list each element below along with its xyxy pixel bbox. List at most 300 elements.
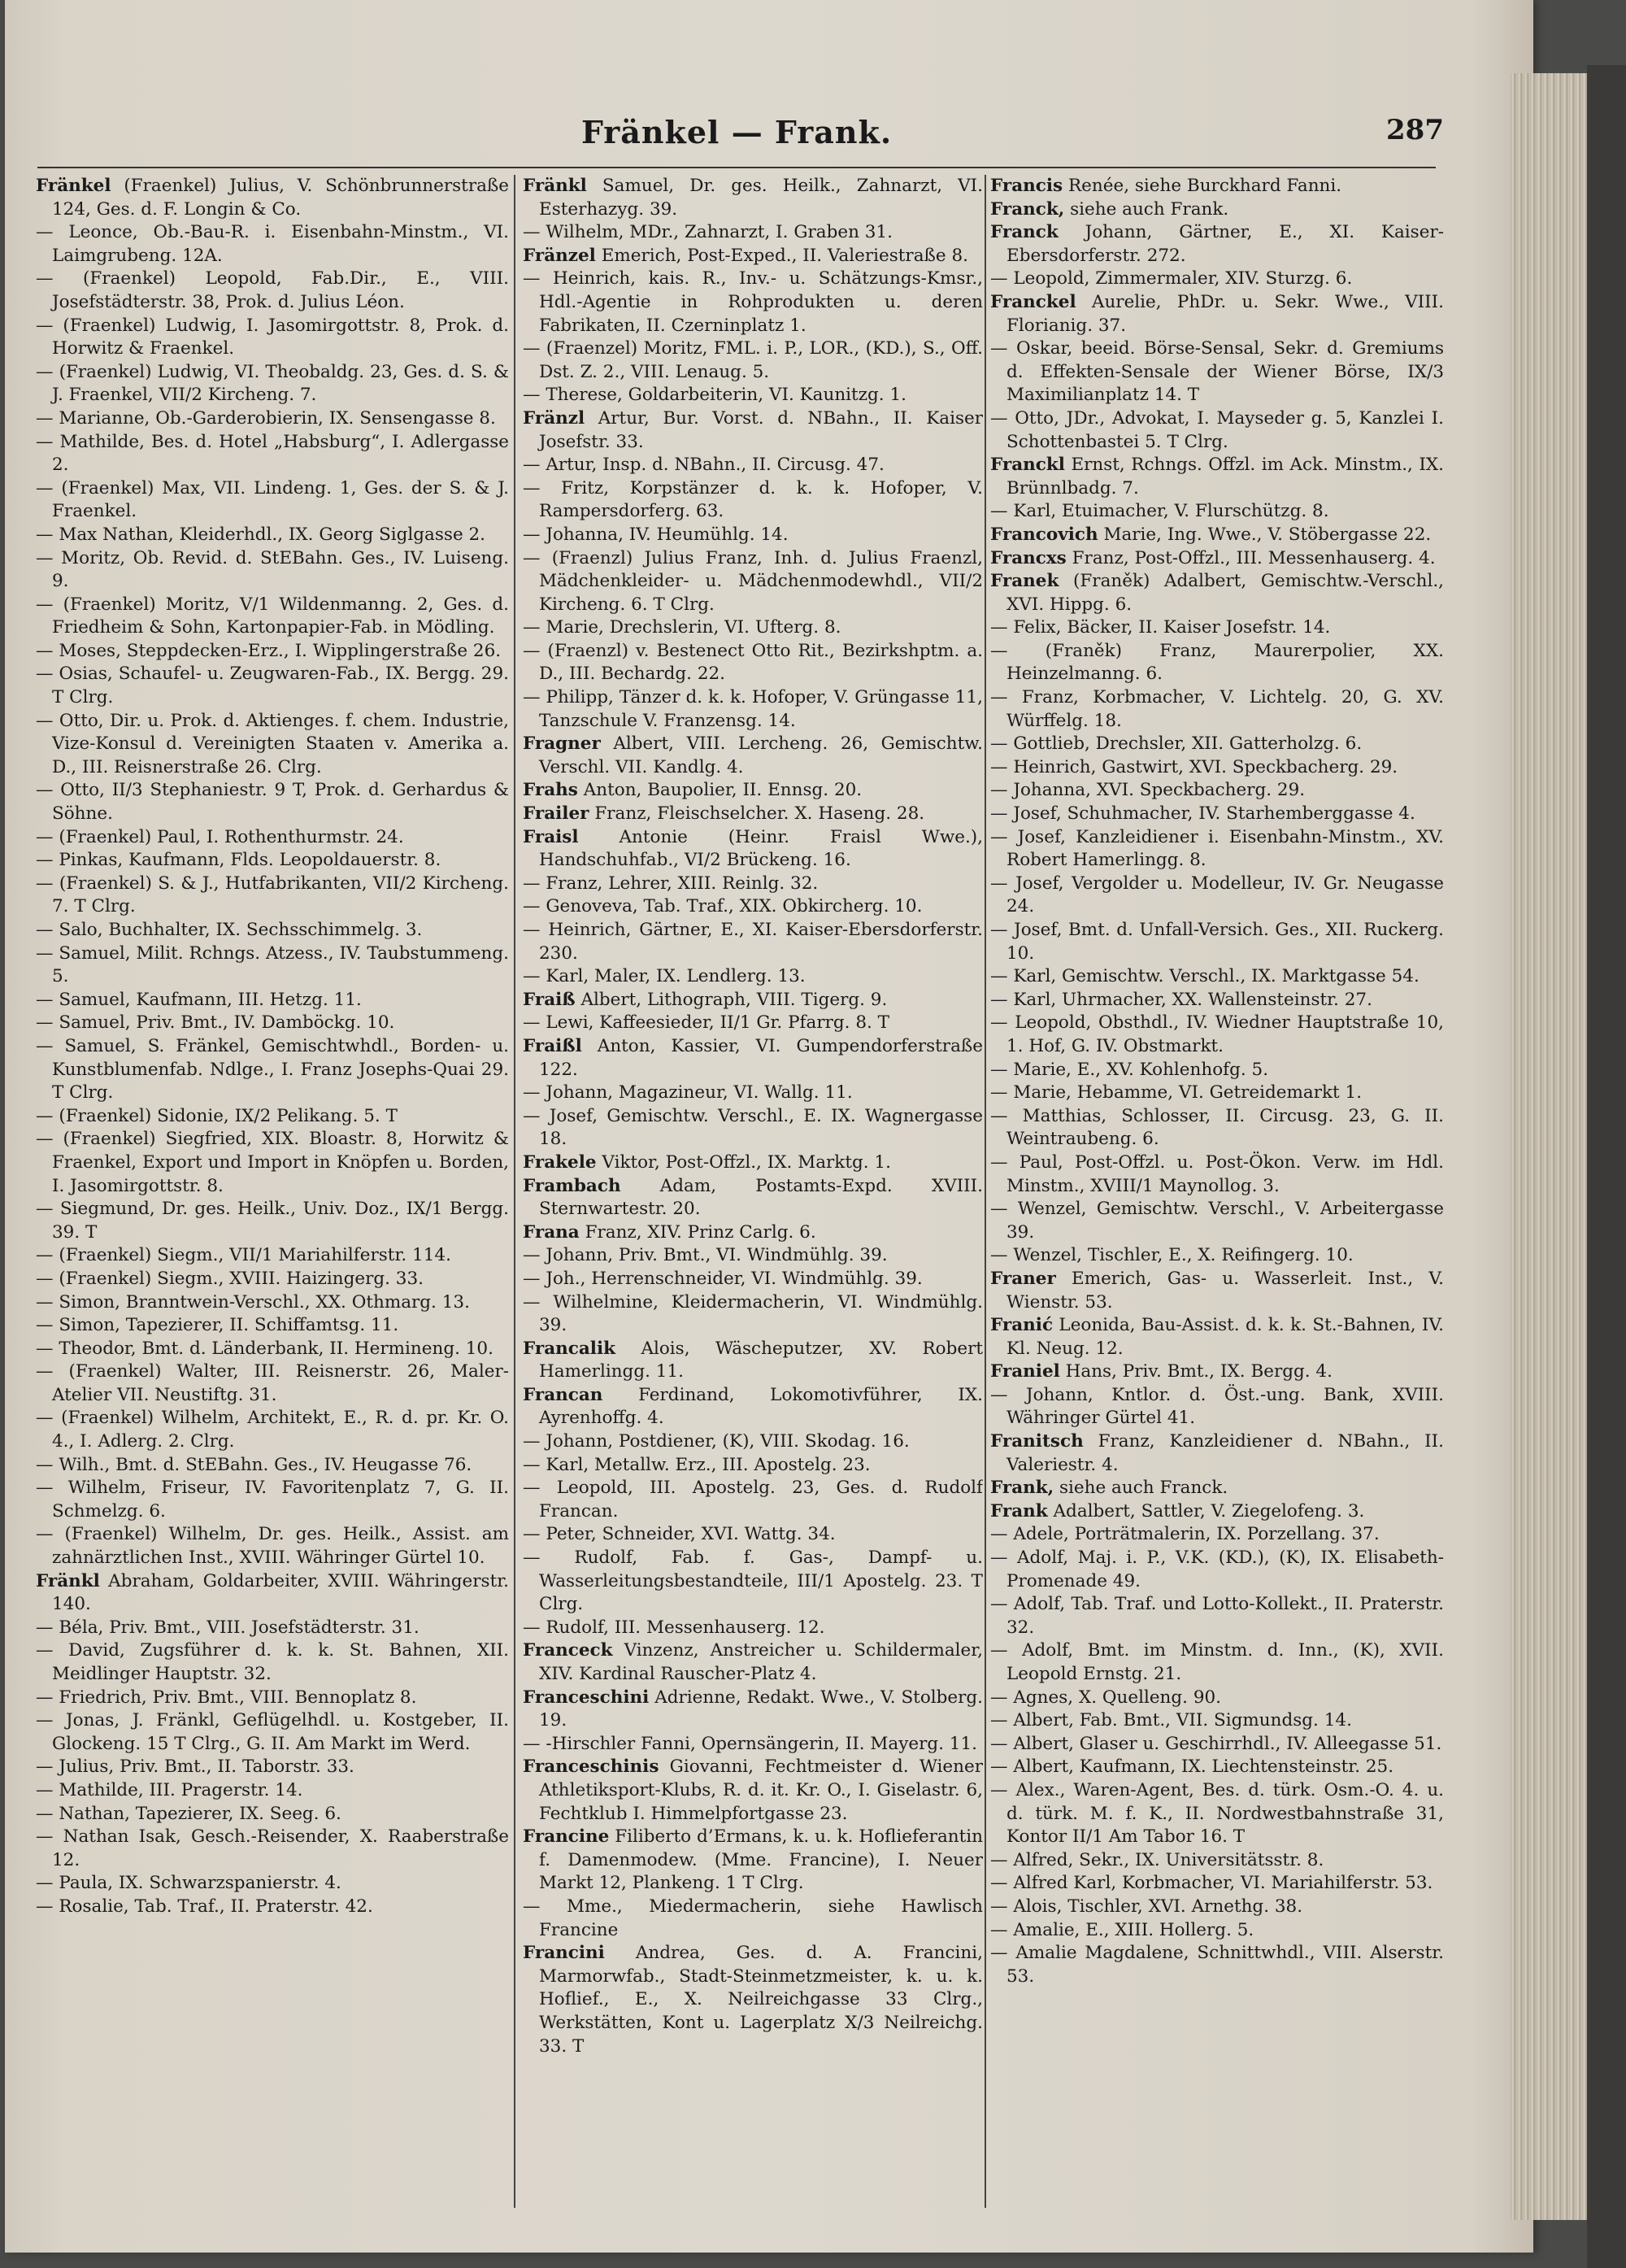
- directory-entry: [36, 315, 509, 361]
- entry-surname: Francan: [523, 1384, 603, 1405]
- entry-text: (Franěk) Adalbert, Gemischtw.-Verschl., XVI. Hippg. 6.: [1006, 571, 1444, 615]
- directory-entry: [990, 1384, 1444, 1430]
- entry-text: — Max Nathan, Kleiderhdl., IX. Georg Siglgasse 2.: [36, 524, 486, 545]
- directory-entry: [523, 1454, 983, 1478]
- entry-text: — Leopold, Zimmermaler, XIV. Sturzg. 6.: [990, 268, 1353, 289]
- directory-entry: [36, 524, 509, 547]
- directory-entry: [523, 547, 983, 617]
- directory-entry: [36, 1709, 509, 1756]
- entry-text: — Nathan Isak, Gesch.-Reisender, X. Raaberstraße 12.: [36, 1826, 509, 1870]
- entry-surname: Francovich: [990, 524, 1098, 545]
- entry-text: — Karl, Metallw. Erz., III. Apostelg. 23.: [523, 1454, 871, 1475]
- entry-surname: Franić: [990, 1315, 1054, 1336]
- directory-entry: [990, 965, 1444, 989]
- directory-entry: [36, 1756, 509, 1779]
- directory-entry: [36, 1779, 509, 1803]
- directory-entry: [36, 1314, 509, 1338]
- directory-entry: [523, 1151, 983, 1175]
- entry-surname: Francini: [523, 1943, 605, 1964]
- directory-entry: [990, 500, 1444, 524]
- directory-entry: [523, 1268, 983, 1291]
- entry-text: — Jonas, J. Fränkl, Geflügelhdl. u. Kostgeber, II. Glockeng. 15 T Clrg., G. II. Am Markt im Werd.: [36, 1710, 509, 1754]
- entry-text: — Pinkas, Kaufmann, Flds. Leopoldauerstr. 8.: [36, 850, 441, 871]
- directory-entry: [990, 1477, 1444, 1500]
- entry-text: — Johann, Magazineur, VI. Wallg. 11.: [523, 1082, 853, 1104]
- directory-entry: [990, 221, 1444, 268]
- directory-entry: [36, 1617, 509, 1640]
- entry-text: — Samuel, Kaufmann, III. Hetzg. 11.: [36, 989, 362, 1010]
- entry-text: — Josef, Gemischtw. Verschl., E. IX. Wagnergasse 18.: [523, 1105, 983, 1150]
- directory-entry: [523, 1477, 983, 1523]
- entry-text: — Johann, Priv. Bmt., VI. Windmühlg. 39.: [523, 1245, 888, 1266]
- directory-entry: [523, 616, 983, 640]
- directory-entry: [990, 1105, 1444, 1151]
- entry-text: — Mathilde, III. Pragerstr. 14.: [36, 1779, 303, 1800]
- entry-text: Hans, Priv. Bmt., IX. Bergg. 4.: [1065, 1361, 1333, 1382]
- entry-surname: Frank,: [990, 1478, 1054, 1499]
- directory-entry: [523, 1430, 983, 1454]
- entry-text: — (Fraenkel) Siegm., VII/1 Mariahilferstr. 114.: [36, 1245, 451, 1266]
- entry-text: — (Fraenkel) Wilhelm, Dr. ges. Heilk., Assist. am zahnärztlichen Inst., XVIII. Währinger Gürtel 10.: [36, 1524, 509, 1569]
- entry-text: — Rudolf, Fab. f. Gas-, Dampf- u. Wasserleitungsbestandteile, III/1 Apostelg. 23. T Clrg.: [523, 1548, 983, 1615]
- entry-text: Antonie (Heinr. Fraisl Wwe.), Handschuhfab., VI/2 Brückeng. 16.: [539, 826, 983, 871]
- directory-entry: [990, 1639, 1444, 1686]
- directory-entry: [523, 1896, 983, 1942]
- directory-entry: [523, 1617, 983, 1640]
- directory-entry: [523, 337, 983, 384]
- directory-entry: [523, 1291, 983, 1338]
- entry-surname: Frank: [990, 1500, 1048, 1521]
- entry-text: — Mathilde, Bes. d. Hotel „Habsburg“, I. Adlergasse 2.: [36, 431, 509, 476]
- entry-text: — Karl, Uhrmacher, XX. Wallensteinstr. 27.: [990, 989, 1372, 1010]
- entry-text: — Wilh., Bmt. d. StEBahn. Ges., IV. Heugasse 76.: [36, 1454, 472, 1475]
- directory-page: [5, 0, 1533, 2253]
- entry-surname: Fragner: [523, 734, 601, 755]
- entry-surname: Franckl: [990, 455, 1065, 476]
- directory-entry: [990, 779, 1444, 803]
- column-1: [36, 175, 509, 2159]
- entry-text: — Adolf, Bmt. im Minstm. d. Inn., (K), XVII. Leopold Ernstg. 21.: [990, 1640, 1444, 1684]
- entry-text: Albert, Lithograph, VIII. Tigerg. 9.: [580, 989, 888, 1010]
- entry-text: — Siegmund, Dr. ges. Heilk., Univ. Doz., IX/1 Bergg. 39. T: [36, 1199, 509, 1243]
- directory-entry: [990, 1942, 1444, 1988]
- entry-text: Franz, XIV. Prinz Carlg. 6.: [585, 1221, 816, 1243]
- directory-entry: [990, 686, 1444, 733]
- directory-entry: [36, 1244, 509, 1268]
- directory-entry: [990, 803, 1444, 826]
- directory-entry: [36, 431, 509, 477]
- entry-surname: Franck: [990, 222, 1059, 243]
- entry-text: Emerich, Gas- u. Wasserleit. Inst., V. Wienstr. 53.: [1006, 1268, 1444, 1312]
- entry-text: — Therese, Goldarbeiterin, VI. Kaunitzg. 1.: [523, 385, 906, 406]
- entry-surname: Franceck: [523, 1640, 613, 1661]
- directory-entry: [990, 175, 1444, 198]
- entry-text: — Paula, IX. Schwarzspanierstr. 4.: [36, 1873, 341, 1894]
- entry-text: — Josef, Bmt. d. Unfall-Versich. Ges., XII. Ruckerg. 10.: [990, 920, 1444, 964]
- entry-text: — Wenzel, Tischler, E., X. Reifingerg. 10.: [990, 1245, 1354, 1266]
- directory-entry: [990, 1547, 1444, 1593]
- entry-text: — (Fraenkel) S. & J., Hutfabrikanten, VII/2 Kircheng. 7. T Clrg.: [36, 873, 509, 917]
- entry-text: — (Fraenzl) Julius Franz, Inh. d. Julius Fraenzl, Mädchenkleider- u. Mädchenmodewhdl., VII/2 Kircheng. 6. T Clrg.: [523, 547, 983, 615]
- directory-entry: [523, 175, 983, 221]
- entry-surname: Franitsch: [990, 1431, 1084, 1452]
- directory-entry: [36, 942, 509, 989]
- entry-text: — (Fraenkel) Walter, III. Reisnerstr. 26, Maler-Atelier VII. Neustiftg. 31.: [36, 1361, 509, 1405]
- directory-entry: [523, 221, 983, 245]
- book-shadow: [1587, 65, 1626, 2268]
- directory-entry: [990, 919, 1444, 965]
- directory-entry: [990, 616, 1444, 640]
- entry-text: Franz, Kanzleidiener d. NBahn., II. Valeriestr. 4.: [1006, 1431, 1444, 1475]
- directory-entry: [990, 733, 1444, 756]
- directory-entry: [36, 640, 509, 664]
- directory-entry: [523, 1012, 983, 1035]
- directory-entry: [990, 1059, 1444, 1082]
- entry-text: — Otto, Dir. u. Prok. d. Aktienges. f. chem. Industrie, Vize-Konsul d. Vereinigten Staaten v. Amerika a. D., III. Reisnerstraße 26. Clrg.: [36, 710, 509, 777]
- directory-entry: [36, 221, 509, 268]
- entry-text: — Albert, Kaufmann, IX. Liechtensteinstr. 25.: [990, 1757, 1394, 1778]
- directory-entry: [36, 919, 509, 942]
- entry-text: Anton, Kassier, VI. Gumpendorferstraße 122.: [539, 1035, 983, 1080]
- entry-text: — Samuel, S. Fränkel, Gemischtwhdl., Borden- u. Kunstblumenfab. Ndlge., I. Franz Josephs-Quai 29. T Clrg.: [36, 1035, 509, 1104]
- entry-text: Franz, Fleischselcher. X. Haseng. 28.: [594, 803, 925, 825]
- directory-entry: [990, 1314, 1444, 1360]
- directory-entry: [990, 1244, 1444, 1268]
- directory-entry: [990, 547, 1444, 571]
- entry-text: — Agnes, X. Quelleng. 90.: [990, 1687, 1222, 1708]
- entry-text: — Johann, Postdiener, (K), VIII. Skodag. 16.: [523, 1431, 910, 1452]
- entry-text: — Wilhelmine, Kleidermacherin, VI. Windmühlg. 39.: [523, 1291, 983, 1336]
- entry-text: — Felix, Bäcker, II. Kaiser Josefstr. 14.: [990, 617, 1331, 638]
- entry-text: — (Fraenkel) Ludwig, VI. Theobaldg. 23, Ges. d. S. & J. Fraenkel, VII/2 Kircheng. 7.: [36, 361, 509, 406]
- directory-entry: [523, 989, 983, 1012]
- entry-text: Vinzenz, Anstreicher u. Schildermaler, XIV. Kardinal Rauscher-Platz 4.: [539, 1640, 983, 1684]
- directory-entry: [523, 477, 983, 524]
- directory-entry: [523, 965, 983, 989]
- directory-entry: [36, 1454, 509, 1478]
- entry-text: siehe auch Franck.: [1059, 1478, 1228, 1499]
- directory-entry: [523, 407, 983, 454]
- entry-surname: Franceschinis: [523, 1757, 659, 1778]
- directory-entry: [36, 407, 509, 431]
- directory-entry: [523, 1687, 983, 1733]
- directory-entry: [523, 524, 983, 547]
- directory-entry: [523, 1639, 983, 1686]
- entry-text: — Matthias, Schlosser, II. Circusg. 23, G. II. Weintraubeng. 6.: [990, 1105, 1444, 1150]
- directory-entry: [523, 1756, 983, 1826]
- directory-entry: [990, 268, 1444, 291]
- entry-surname: Francalik: [523, 1338, 616, 1359]
- directory-entry: [990, 1151, 1444, 1198]
- entry-surname: Fraiß: [523, 989, 576, 1010]
- entry-text: — (Fraenkel) Siegfried, XIX. Bloastr. 8, Horwitz & Fraenkel, Export und Import in Knöpfen u. Borden, I. Jasomirgottstr. 8.: [36, 1129, 509, 1196]
- directory-entry: [990, 1268, 1444, 1314]
- entry-surname: Fränkl: [36, 1570, 100, 1591]
- entry-text: — (Franěk) Franz, Maurerpolier, XX. Heinzelmanng. 6.: [990, 640, 1444, 685]
- directory-entry: [523, 1826, 983, 1896]
- entry-text: — Johann, Kntlor. d. Öst.-ung. Bank, XVIII. Währinger Gürtel 41.: [990, 1384, 1444, 1429]
- entry-text: Samuel, Dr. ges. Heilk., Zahnarzt, VI. Esterhazyg. 39.: [539, 176, 983, 220]
- directory-entry: [990, 1919, 1444, 1943]
- entry-text: — Paul, Post-Offzl. u. Post-Ökon. Verw. im Hdl. Minstm., XVIII/1 Maynollog. 3.: [990, 1151, 1444, 1196]
- entry-surname: Francine: [523, 1826, 610, 1848]
- directory-entry: [36, 663, 509, 709]
- directory-entry: [36, 710, 509, 780]
- entry-surname: Francis: [990, 176, 1063, 196]
- directory-entry: [990, 1709, 1444, 1733]
- entry-text: — Lewi, Kaffeesieder, II/1 Gr. Pfarrg. 8. T: [523, 1012, 890, 1034]
- entry-text: — Franz, Lehrer, XIII. Reinlg. 32.: [523, 873, 819, 894]
- directory-entry: [36, 1291, 509, 1315]
- directory-entry: [523, 826, 983, 873]
- directory-entry: [36, 1639, 509, 1686]
- entry-text: — Adolf, Tab. Traf. und Lotto-Kollekt., II. Praterstr. 32.: [990, 1594, 1444, 1638]
- entry-text: — Alois, Tischler, XVI. Arnethg. 38.: [990, 1896, 1303, 1917]
- directory-entry: [523, 733, 983, 779]
- entry-text: — (Fraenkel) Paul, I. Rothenthurmstr. 24.: [36, 826, 404, 847]
- directory-entry: [990, 337, 1444, 407]
- entry-surname: Franceschini: [523, 1687, 650, 1708]
- header-rule: [37, 167, 1436, 168]
- directory-entry: [36, 826, 509, 850]
- directory-entry: [36, 1198, 509, 1244]
- entry-text: — (Fraenkel) Wilhelm, Architekt, E., R. d. pr. Kr. O. 4., I. Adlerg. 2. Clrg.: [36, 1408, 509, 1452]
- directory-entry: [523, 1547, 983, 1617]
- entry-surname: Franck,: [990, 198, 1065, 220]
- directory-entry: [523, 268, 983, 337]
- entry-surname: Franek: [990, 571, 1059, 592]
- entry-text: — Marianne, Ob.-Garderobierin, IX. Sensengasse 8.: [36, 407, 496, 429]
- entry-text: — Philipp, Tänzer d. k. k. Hofoper, V. Grüngasse 11, Tanzschule V. Franzensg. 14.: [523, 687, 983, 731]
- entry-text: Marie, Ing. Wwe., V. Stöbergasse 22.: [1103, 524, 1432, 545]
- entry-text: — Heinrich, Gastwirt, XVI. Speckbacherg. 29.: [990, 756, 1398, 777]
- directory-entry: [990, 407, 1444, 454]
- directory-entry: [523, 1221, 983, 1245]
- directory-entry: [36, 268, 509, 314]
- book-page-edges: [1511, 73, 1589, 2220]
- entry-text: Aurelie, PhDr. u. Sekr. Wwe., VIII. Florianig. 37.: [1006, 291, 1444, 336]
- directory-entry: [523, 640, 983, 686]
- column-2: [523, 175, 983, 2159]
- entry-text: — Amalie Magdalene, Schnittwhdl., VIII. Alserstr. 53.: [990, 1943, 1444, 1987]
- directory-entry: [523, 1105, 983, 1151]
- entry-text: — Adolf, Maj. i. P., V.K. (KD.), (K), IX. Elisabeth-Promenade 49.: [990, 1548, 1444, 1591]
- directory-entry: [990, 989, 1444, 1012]
- directory-entry: [36, 1012, 509, 1035]
- entry-text: — Josef, Kanzleidiener i. Eisenbahn-Minstm., XV. Robert Hamerlingg. 8.: [990, 826, 1444, 871]
- entry-text: — David, Zugsführer d. k. k. St. Bahnen, XII. Meidlinger Hauptstr. 32.: [36, 1640, 509, 1684]
- entry-text: Albert, VIII. Lercheng. 26, Gemischtw. Verschl. VII. Kandlg. 4.: [539, 734, 983, 777]
- directory-entry: [36, 1128, 509, 1198]
- directory-entry: [523, 1175, 983, 1221]
- entry-text: — Karl, Maler, IX. Lendlerg. 13.: [523, 966, 806, 987]
- directory-entry: [990, 524, 1444, 547]
- entry-text: — Heinrich, Gärtner, E., XI. Kaiser-Ebersdorferstr. 230.: [523, 920, 983, 964]
- entry-text: — Marie, Drechslerin, VI. Ufterg. 8.: [523, 617, 841, 638]
- entry-text: — (Fraenkel) Moritz, V/1 Wildenmanng. 2, Ges. d. Friedheim & Sohn, Kartonpapier-Fab. in Mödling.: [36, 594, 509, 638]
- directory-entry: [36, 989, 509, 1012]
- directory-entry: [36, 547, 509, 594]
- entry-surname: Franer: [990, 1268, 1056, 1289]
- directory-entry: [36, 477, 509, 524]
- entry-text: — Peter, Schneider, XVI. Wattg. 34.: [523, 1524, 836, 1545]
- entry-text: — (Fraenzel) Moritz, FML. i. P., LOR., (KD.), S., Off. Dst. Z. 2., VIII. Lenaug. 5.: [523, 338, 983, 382]
- directory-entry: [990, 1779, 1444, 1849]
- entry-text: Ferdinand, Lokomotivführer, IX. Ayrenhoffg. 4.: [539, 1384, 983, 1429]
- entry-surname: Frakele: [523, 1151, 597, 1173]
- directory-entry: [36, 1687, 509, 1710]
- entry-surname: Fränzel: [523, 245, 596, 266]
- entry-text: — (Fraenzl) v. Bestenect Otto Rit., Bezirkshptm. a. D., III. Bechardg. 22.: [523, 640, 983, 685]
- page-header: [37, 114, 1444, 163]
- directory-entry: [523, 919, 983, 965]
- directory-entry: [523, 1244, 983, 1268]
- directory-entry: [990, 291, 1444, 337]
- entry-text: (Fraenkel) Julius, V. Schönbrunnerstraße 124, Ges. d. F. Longin & Co.: [52, 176, 509, 220]
- directory-entry: [990, 1733, 1444, 1757]
- entry-text: — Nathan, Tapezierer, IX. Seeg. 6.: [36, 1803, 341, 1824]
- directory-entry: [36, 1035, 509, 1105]
- directory-entry: [990, 1523, 1444, 1547]
- entry-text: — Leopold, Obsthdl., IV. Wiedner Hauptstraße 10, 1. Hof, G. IV. Obstmarkt.: [990, 1012, 1444, 1056]
- entry-text: Franz, Post-Offzl., III. Messenhauserg. 4.: [1072, 547, 1436, 568]
- entry-text: — (Fraenkel) Siegm., XVIII. Haizingerg. 33.: [36, 1268, 424, 1289]
- entry-text: — Leonce, Ob.-Bau-R. i. Eisenbahn-Minstm., VI. Laimgrubeng. 12A.: [36, 222, 509, 266]
- entry-text: — Johanna, IV. Heumühlg. 14.: [523, 524, 789, 545]
- directory-entry: [523, 245, 983, 268]
- running-title: Fränkel — Frank.: [580, 114, 893, 150]
- entry-text: — Friedrich, Priv. Bmt., VIII. Bennoplatz 8.: [36, 1687, 417, 1708]
- entry-text: Viktor, Post-Offzl., IX. Marktg. 1.: [602, 1151, 891, 1173]
- entry-text: — Samuel, Milit. Rchngs. Atzess., IV. Taubstummeng. 5.: [36, 942, 509, 987]
- column-3: [990, 175, 1444, 2159]
- entry-surname: Fränzl: [523, 407, 585, 429]
- entry-text: — Otto, II/3 Stephaniestr. 9 T, Prok. d. Gerhardus & Söhne.: [36, 780, 509, 825]
- directory-entry: [36, 1803, 509, 1826]
- directory-entry: [990, 1896, 1444, 1919]
- entry-text: Giovanni, Fechtmeister d. Wiener Athletiksport-Klubs, R. d. it. Kr. O., I. Giselastr. 6, Fechtklub I. Himmelpfortgasse 23.: [539, 1757, 983, 1824]
- entry-text: — Gottlieb, Drechsler, XII. Gatterholzg. 6.: [990, 734, 1363, 755]
- directory-entry: [36, 1268, 509, 1291]
- directory-entry: [36, 175, 509, 221]
- entry-surname: Fraißl: [523, 1035, 582, 1056]
- directory-entry: [36, 873, 509, 919]
- directory-entry: [523, 1082, 983, 1105]
- entry-text: — Salo, Buchhalter, IX. Sechsschimmelg. 3.: [36, 920, 423, 940]
- directory-entry: [523, 1338, 983, 1384]
- entry-text: — Johanna, XVI. Speckbacherg. 29.: [990, 780, 1306, 801]
- directory-entry: [990, 1849, 1444, 1873]
- directory-entry: [523, 803, 983, 826]
- entry-text: — (Fraenkel) Ludwig, I. Jasomirgottstr. 8, Prok. d. Horwitz & Fraenkel.: [36, 315, 509, 359]
- entry-text: Leonida, Bau-Assist. d. k. k. St.-Bahnen, IV. Kl. Neug. 12.: [1006, 1315, 1444, 1359]
- entry-text: — Simon, Branntwein-Verschl., XX. Othmarg. 13.: [36, 1291, 470, 1312]
- directory-entry: [36, 1105, 509, 1129]
- entry-text: — Josef, Schuhmacher, IV. Starhemberggasse 4.: [990, 803, 1415, 825]
- directory-entry: [990, 1430, 1444, 1477]
- directory-entry: [990, 1687, 1444, 1710]
- entry-text: — Theodor, Bmt. d. Länderbank, II. Hermineng. 10.: [36, 1338, 493, 1359]
- directory-entry: [36, 1872, 509, 1896]
- directory-entry: [990, 1082, 1444, 1105]
- entry-text: — Alfred, Sekr., IX. Universitätsstr. 8.: [990, 1849, 1324, 1870]
- entry-text: — Mme., Miedermacherin, siehe Hawlisch Francine: [523, 1896, 983, 1940]
- entry-text: — Albert, Fab. Bmt., VII. Sigmundsg. 14.: [990, 1710, 1352, 1731]
- entry-text: — Amalie, E., XIII. Hollerg. 5.: [990, 1919, 1254, 1940]
- entry-text: — Marie, Hebamme, VI. Getreidemarkt 1.: [990, 1082, 1363, 1104]
- entry-text: — Artur, Insp. d. NBahn., II. Circusg. 47.: [523, 455, 885, 476]
- entry-text: — Genoveva, Tab. Traf., XIX. Obkircherg. 10.: [523, 896, 923, 917]
- directory-entry: [523, 895, 983, 919]
- entry-text: — Alex., Waren-Agent, Bes. d. türk. Osm.-O. 4. u. d. türk. M. f. K., II. Nordwestbahnstraße 31, Kontor II/1 Am Tabor 16. T: [990, 1779, 1444, 1848]
- directory-entry: [36, 1570, 509, 1617]
- entry-text: Ernst, Rchngs. Offzl. im Ack. Minstm., IX. Brünnlbadg. 7.: [1006, 455, 1444, 498]
- directory-entry: [990, 826, 1444, 873]
- directory-entry: [523, 454, 983, 477]
- directory-entry: [990, 1593, 1444, 1639]
- entry-text: Adrienne, Redakt. Wwe., V. Stolberg. 19.: [539, 1687, 983, 1731]
- directory-entry: [990, 454, 1444, 500]
- entry-text: — Béla, Priv. Bmt., VIII. Josefstädterstr. 31.: [36, 1617, 420, 1638]
- directory-entry: [36, 1338, 509, 1361]
- entry-text: — (Fraenkel) Leopold, Fab.Dir., E., VIII. Josefstädterstr. 38, Prok. d. Julius Léon.: [36, 268, 509, 312]
- entry-text: Anton, Baupolier, II. Ennsg. 20.: [583, 780, 863, 801]
- directory-entry: [990, 756, 1444, 780]
- entry-text: — Josef, Vergolder u. Modelleur, IV. Gr. Neugasse 24.: [990, 873, 1444, 917]
- entry-text: — Marie, E., XV. Kohlenhofg. 5.: [990, 1059, 1269, 1080]
- directory-entry: [990, 873, 1444, 919]
- entry-text: — Osias, Schaufel- u. Zeugwaren-Fab., IX. Bergg. 29. T Clrg.: [36, 664, 509, 708]
- entry-text: — -Hirschler Fanni, Opernsängerin, II. Mayerg. 11.: [523, 1733, 977, 1754]
- entry-surname: Fränkl: [523, 176, 587, 196]
- entry-text: — Karl, Etuimacher, V. Flurschützg. 8.: [990, 501, 1329, 522]
- directory-entry: [990, 1500, 1444, 1524]
- entry-text: — Moritz, Ob. Revid. d. StEBahn. Ges., IV. Luiseng. 9.: [36, 547, 509, 592]
- directory-entry: [990, 1198, 1444, 1244]
- entry-text: Johann, Gärtner, E., XI. Kaiser-Ebersdorferstr. 272.: [1006, 222, 1444, 266]
- entry-text: — Alfred Karl, Korbmacher, VI. Mariahilferstr. 53.: [990, 1873, 1433, 1894]
- entry-surname: Fraisl: [523, 826, 579, 847]
- entry-text: Artur, Bur. Vorst. d. NBahn., II. Kaiser Josefstr. 33.: [539, 407, 983, 452]
- entry-text: — (Fraenkel) Max, VII. Lindeng. 1, Ges. der S. & J. Fraenkel.: [36, 477, 509, 522]
- directory-entry: [990, 570, 1444, 616]
- directory-entry: [36, 1826, 509, 1872]
- entry-text: Abraham, Goldarbeiter, XVIII. Währingerstr. 140.: [52, 1570, 509, 1615]
- column-divider: [985, 175, 986, 2208]
- directory-entry: [36, 779, 509, 825]
- entry-text: — Karl, Gemischtw. Verschl., IX. Marktgasse 54.: [990, 966, 1419, 987]
- directory-entry: [36, 1407, 509, 1453]
- entry-text: — Samuel, Priv. Bmt., IV. Damböckg. 10.: [36, 1012, 395, 1034]
- entry-surname: Franiel: [990, 1361, 1060, 1382]
- directory-entry: [36, 1523, 509, 1569]
- directory-entry: [523, 1733, 983, 1757]
- entry-text: Alois, Wäscheputzer, XV. Robert Hamerlingg. 11.: [539, 1338, 983, 1382]
- directory-entry: [990, 1872, 1444, 1896]
- entry-text: Filiberto d’Ermans, k. u. k. Hoflieferantin f. Damenmodew. (Mme. Francine), I. Neuer Markt 12, Plankeng. 1 T Clrg.: [539, 1826, 983, 1894]
- entry-text: — Simon, Tapezierer, II. Schiffamtsg. 11.: [36, 1315, 399, 1336]
- entry-text: — Otto, JDr., Advokat, I. Mayseder g. 5, Kanzlei I. Schottenbastei 5. T Clrg.: [990, 407, 1444, 452]
- directory-entry: [990, 198, 1444, 222]
- directory-entry: [990, 640, 1444, 686]
- entry-surname: Franckel: [990, 291, 1076, 312]
- entry-text: Adam, Postamts-Expd. XVIII. Sternwartestr. 20.: [539, 1175, 983, 1220]
- entry-text: — Rosalie, Tab. Traf., II. Praterstr. 42.: [36, 1896, 373, 1917]
- entry-text: — (Fraenkel) Sidonie, IX/2 Pelikang. 5. T: [36, 1105, 398, 1126]
- entry-text: — Wenzel, Gemischtw. Verschl., V. Arbeitergasse 39.: [990, 1199, 1444, 1243]
- entry-surname: Francxs: [990, 547, 1067, 568]
- directory-entry: [523, 1523, 983, 1547]
